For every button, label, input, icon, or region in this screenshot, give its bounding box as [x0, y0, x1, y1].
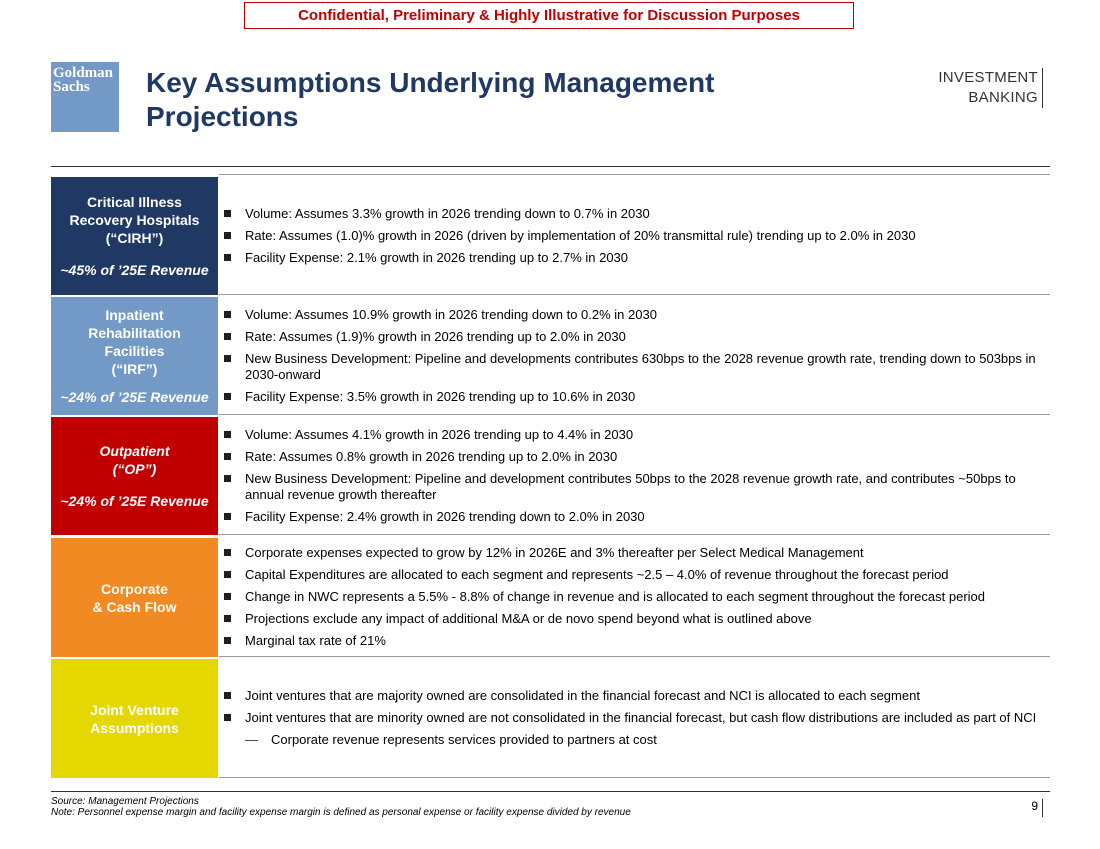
bullet-item: Facility Expense: 3.5% growth in 2026 trending up to 10.6% in 2030 — [219, 389, 1044, 405]
bullet-item: Capital Expenditures are allocated to each segment and represents ~2.5 – 4.0% of revenue throughout the forecast period — [219, 567, 1044, 583]
section-label — [51, 417, 218, 535]
section-irf — [51, 297, 1050, 415]
logo-line-1: Goldman — [53, 65, 114, 81]
label-line: Recovery Hospitals — [69, 212, 200, 228]
bullet-item: Volume: Assumes 10.9% growth in 2026 trending down to 0.2% in 2030 — [219, 307, 1044, 323]
bullet-item: Corporate expenses expected to grow by 12% in 2026E and 3% thereafter per Select Medical Management — [219, 545, 1044, 561]
bullet-item: Volume: Assumes 4.1% growth in 2026 trending up to 4.4% in 2030 — [219, 427, 1044, 443]
section-label — [51, 177, 218, 295]
bullet-item: Rate: Assumes (1.9)% growth in 2026 trending up to 2.0% in 2030 — [219, 329, 1044, 345]
bullet-item: Volume: Assumes 3.3% growth in 2026 trending down to 0.7% in 2030 — [219, 206, 1044, 222]
brand-line-2: BANKING — [968, 89, 1038, 106]
section-corporate — [51, 538, 1050, 657]
goldman-sachs-logo — [51, 62, 119, 132]
bullet-item: New Business Development: Pipeline and developments contributes 630bps to the 2028 revenue growth rate, trending down to 503bps in 2030-onward — [219, 351, 1044, 383]
label-line: Corporate — [101, 580, 168, 597]
section-bullets — [219, 659, 1050, 778]
section-label — [51, 538, 218, 657]
bullet-item: Joint ventures that are minority owned are not consolidated in the financial forecast, but cash flow distributions are included as part of NCI — [219, 710, 1044, 726]
label-line: Critical Illness — [87, 194, 182, 210]
confidential-banner: Confidential, Preliminary & Highly Illustrative for Discussion Purposes — [244, 2, 854, 29]
revenue-share: ~24% of ’25E Revenue — [60, 389, 209, 405]
section-label — [51, 297, 218, 415]
section-cirh — [51, 177, 1050, 295]
label-line: & Cash Flow — [92, 598, 177, 615]
label-line: (“IRF”) — [111, 361, 158, 377]
sub-bullet-item: — Corporate revenue represents services provided to partners at cost — [219, 732, 1044, 748]
page-number: 9 — [1031, 799, 1043, 817]
label-line: Inpatient — [105, 307, 164, 323]
logo-line-2: Sachs — [53, 79, 90, 95]
bullet-item: Facility Expense: 2.4% growth in 2026 trending down to 2.0% in 2030 — [219, 509, 1044, 525]
table-top-rule — [219, 174, 1050, 175]
bullet-item: Rate: Assumes (1.0)% growth in 2026 (driven by implementation of 20% transmittal rule) trending up to 2.0% in 2030 — [219, 228, 1044, 244]
section-op — [51, 417, 1050, 535]
footnotes — [51, 796, 1050, 818]
section-label — [51, 659, 218, 778]
label-line: Rehabilitation — [88, 325, 181, 341]
revenue-share: ~24% of ’25E Revenue — [60, 493, 209, 509]
page-title: Key Assumptions Underlying Management Projections — [146, 67, 715, 132]
brand-line-1: INVESTMENT — [938, 69, 1038, 86]
section-bullets — [219, 297, 1050, 415]
section-joint-venture — [51, 659, 1050, 778]
bullet-item: Rate: Assumes 0.8% growth in 2026 trending up to 2.0% in 2030 — [219, 449, 1044, 465]
bullet-item: Facility Expense: 2.1% growth in 2026 trending up to 2.7% in 2030 — [219, 250, 1044, 266]
section-bullets — [219, 538, 1050, 657]
section-bullets — [219, 177, 1050, 295]
label-line: Outpatient — [99, 443, 170, 459]
footer-divider — [51, 791, 1050, 792]
bullet-item: Marginal tax rate of 21% — [219, 633, 1044, 649]
label-line: Facilities — [104, 343, 165, 359]
source-note: Source: Management Projections — [51, 796, 199, 807]
header-divider — [51, 166, 1050, 167]
revenue-share: ~45% of ’25E Revenue — [60, 262, 209, 278]
label-line: Assumptions — [90, 719, 179, 736]
section-bullets — [219, 417, 1050, 535]
bullet-item: Projections exclude any impact of additional M&A or de novo spend beyond what is outlined above — [219, 611, 1044, 627]
bullet-item: Change in NWC represents a 5.5% - 8.8% of change in revenue and is allocated to each segment throughout the forecast period — [219, 589, 1044, 605]
label-line: (“CIRH”) — [105, 230, 164, 246]
bullet-item: New Business Development: Pipeline and development contributes 50bps to the 2028 revenue growth rate, and contributes ~50bps to annual revenue growth thereafter — [219, 471, 1044, 503]
bullet-item: Joint ventures that are majority owned are consolidated in the financial forecast and NCI is allocated to each segment — [219, 688, 1044, 704]
label-line: (“OP”) — [112, 461, 157, 477]
definition-note: Note: Personnel expense margin and facility expense margin is defined as personal expense or facility expense divided by revenue — [51, 807, 631, 818]
label-line: Joint Venture — [90, 701, 179, 718]
investment-banking-mark — [938, 68, 1043, 108]
